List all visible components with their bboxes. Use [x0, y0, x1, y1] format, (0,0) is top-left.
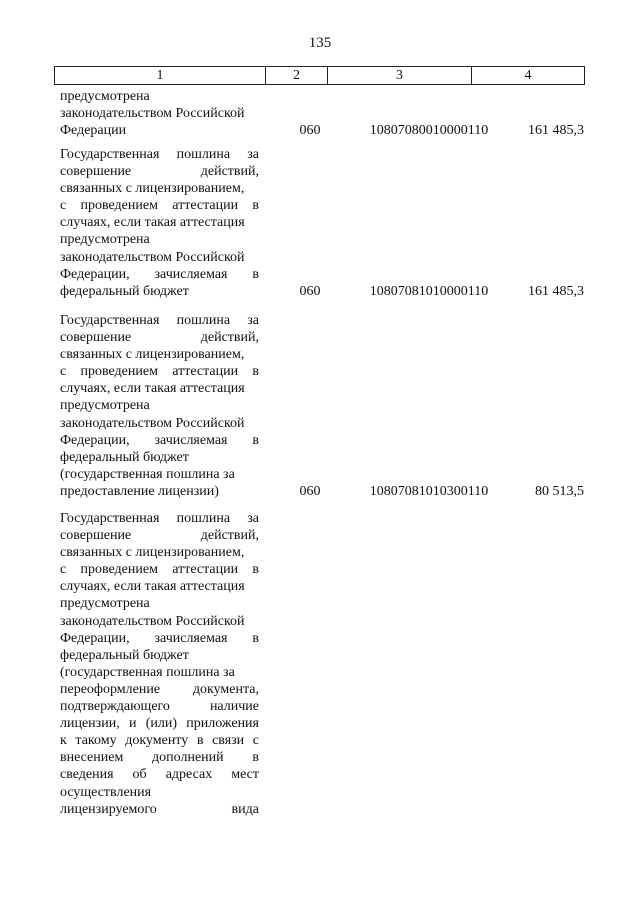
description-line: Государственная пошлина за — [60, 511, 259, 526]
description-line: случаях, если такая аттестация — [60, 579, 245, 595]
description-line: предусмотрена — [60, 232, 150, 248]
description-line: лицензируемого вида — [60, 801, 259, 817]
description-line: предусмотрена — [60, 398, 150, 414]
description-line: осуществления — [60, 784, 152, 800]
description-line: (государственная пошлина за — [60, 466, 235, 482]
description-line: совершение действий, — [60, 528, 259, 544]
description-line: переоформление документа, — [60, 681, 259, 697]
description-line: с проведением аттестации в — [60, 364, 259, 380]
description-line: предоставление лицензии) — [60, 483, 219, 499]
description-line: Государственная пошлина за — [60, 313, 259, 328]
table-row — [60, 146, 591, 300]
description-line: Федерации, зачисляемая в — [60, 432, 259, 448]
description-line: с проведением аттестации в — [60, 198, 259, 214]
description-line: случаях, если такая аттестация — [60, 215, 245, 231]
description-line: предусмотрена — [60, 596, 150, 612]
description-line: законодательством Российской — [60, 106, 245, 122]
description-line: федеральный бюджет — [60, 283, 189, 299]
budget-code-cell: 10807080010000110 — [369, 123, 489, 139]
column-header-1: 1 — [55, 67, 266, 84]
description-line: с проведением аттестации в — [60, 562, 259, 578]
description-line: связанных с лицензированием, — [60, 545, 245, 561]
admin-code-cell: 060 — [299, 283, 321, 299]
description-line: случаях, если такая аттестация — [60, 381, 245, 397]
table-row — [60, 312, 591, 500]
admin-code-cell: 060 — [299, 123, 321, 139]
description-line: связанных с лицензированием, — [60, 347, 245, 363]
description-line: совершение действий, — [60, 330, 259, 346]
description-line: (государственная пошлина за — [60, 664, 235, 680]
amount-cell: 161 485,3 — [528, 123, 584, 139]
row-description — [60, 510, 259, 818]
description-line: законодательством Российской — [60, 249, 245, 265]
description-line: федеральный бюджет — [60, 449, 189, 465]
description-line: федеральный бюджет — [60, 647, 189, 663]
description-line: совершение действий, — [60, 164, 259, 180]
description-line: Федерации — [60, 123, 127, 139]
row-description — [60, 312, 259, 500]
amount-cell: 80 513,5 — [535, 484, 584, 499]
column-header-2: 2 — [266, 67, 328, 84]
column-header-3: 3 — [328, 67, 472, 84]
description-line: предусмотрена — [60, 89, 150, 104]
budget-code-cell: 10807081010000110 — [369, 283, 489, 299]
description-line: связанных с лицензированием, — [60, 181, 245, 197]
description-line: лицензии, и (или) приложения — [60, 716, 259, 732]
page-number: 135 — [308, 35, 332, 51]
description-line: внесением дополнений в — [60, 750, 259, 766]
description-line: к такому документу в связи с — [60, 733, 259, 749]
table-row — [60, 88, 591, 139]
description-line: подтверждающего наличие — [60, 699, 259, 715]
column-header-4: 4 — [524, 68, 532, 83]
budget-code-cell: 10807081010300110 — [369, 484, 489, 499]
row-description — [60, 146, 259, 300]
description-line: Федерации, зачисляемая в — [60, 266, 259, 282]
amount-cell: 161 485,3 — [528, 283, 584, 299]
description-line: законодательством Российской — [60, 613, 245, 629]
table-row — [60, 510, 591, 818]
description-line: сведения об адресах мест — [60, 767, 259, 783]
row-description — [60, 88, 259, 139]
admin-code-cell: 060 — [299, 484, 321, 499]
description-line: Федерации, зачисляемая в — [60, 630, 259, 646]
description-line: законодательством Российской — [60, 415, 245, 431]
table-header — [54, 66, 585, 85]
description-line: Государственная пошлина за — [60, 147, 259, 162]
